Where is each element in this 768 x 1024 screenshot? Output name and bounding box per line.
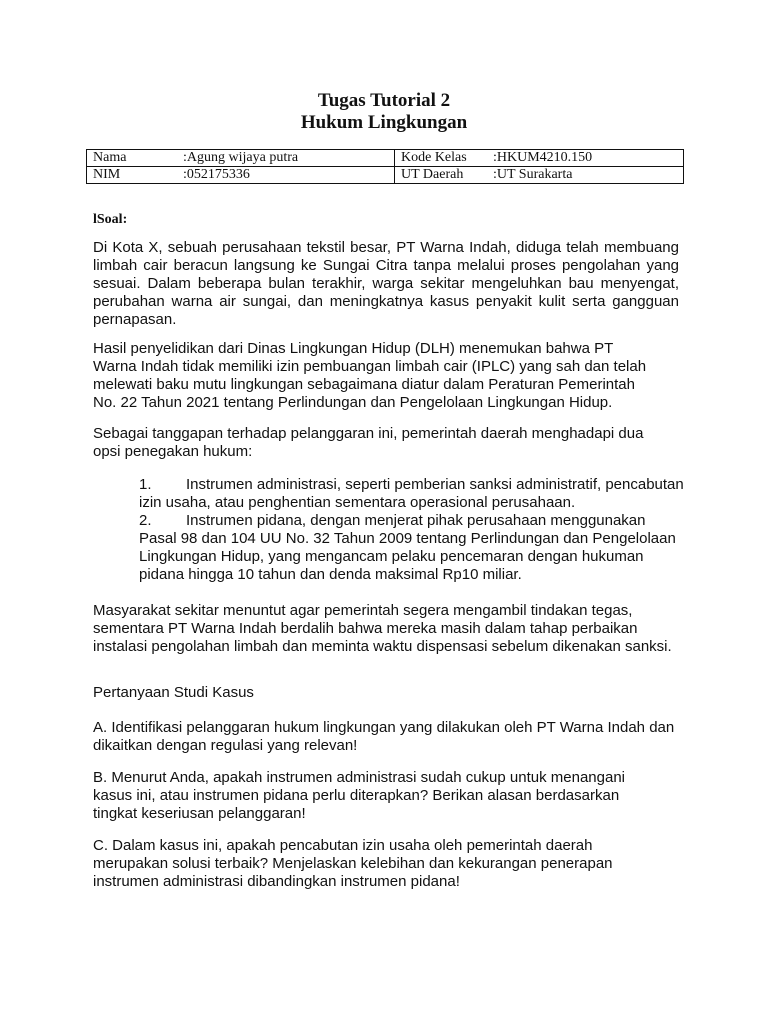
ut-region-label: UT Daerah xyxy=(401,167,464,182)
question-b: B. Menurut Anda, apakah instrumen administrasi sudah cukup untuk menangani kasus ini, atau instrumen pidana perlu diterapkan? Berikan alasan berdasarkan tingkat keseriusan pelanggaran! xyxy=(93,769,625,822)
nim-value: :052175336 xyxy=(183,167,250,182)
table-cell xyxy=(87,167,395,184)
table-cell xyxy=(87,150,395,167)
document-title: Tugas Tutorial 2 xyxy=(317,90,451,111)
table-row xyxy=(87,150,684,167)
question-c: C. Dalam kasus ini, apakah pencabutan izin usaha oleh pemerintah daerah merupakan solusi terbaik? Menjelaskan kelebihan dan kekurangan penerapan instrumen administrasi dibandingkan instrumen pidana! xyxy=(93,837,613,890)
soal-paragraph-2: Hasil penyelidikan dari Dinas Lingkungan Hidup (DLH) menemukan bahwa PT Warna Indah tidak memiliki izin pembuangan limbah cair (IPLC) yang sah dan telah melewati baku mutu lingkungan sebagaimana diatur dalam Peraturan Pemerintah No. 22 Tahun 2021 tentang Perlindungan dan Pengelolaan Lingkungan Hidup. xyxy=(93,340,647,411)
soal-paragraph-4: Masyarakat sekitar menuntut agar pemerintah segera mengambil tindakan tegas, sementara PT Warna Indah berdalih bahwa mereka masih dalam tahap perbaikan instalasi pengolahan limbah dan meminta waktu dispensasi sebelum dikenakan sanksi. xyxy=(93,602,672,655)
list-item xyxy=(139,476,684,512)
nim-label: NIM xyxy=(93,167,121,182)
table-row xyxy=(87,167,684,184)
name-label: Nama xyxy=(93,150,127,165)
list-number: 1. xyxy=(139,476,152,493)
questions-heading: Pertanyaan Studi Kasus xyxy=(93,684,254,701)
class-code-label: Kode Kelas xyxy=(401,150,467,165)
soal-paragraph-3: Sebagai tanggapan terhadap pelanggaran ini, pemerintah daerah menghadapi dua opsi penegakan hukum: xyxy=(93,425,644,460)
ut-region-value: :UT Surakarta xyxy=(493,167,573,182)
list-number: 2. xyxy=(139,512,152,529)
document-subtitle: Hukum Lingkungan xyxy=(300,112,468,133)
class-code-value: :HKUM4210.150 xyxy=(493,150,593,165)
table-cell xyxy=(395,167,684,184)
name-value: :Agung wijaya putra xyxy=(183,150,299,165)
list-text: Instrumen administrasi, seperti pemberian sanksi administratif, pencabutan izin usaha, atau penghentian sementara operasional perusahaan. xyxy=(139,476,684,511)
soal-paragraph-1: Di Kota X, sebuah perusahaan tekstil besar, PT Warna Indah, diduga telah membuang limbah cair beracun langsung ke Sungai Citra tanpa melalui proses pengolahan yang sesuai. Dalam beberapa bulan terakhir, warga sekitar mengeluhkan bau menyengat, perubahan warna air sungai, dan meningkatnya kasus penyakit kulit serta gangguan pernapasan. xyxy=(93,239,679,328)
student-info-table xyxy=(86,149,684,184)
table-cell xyxy=(395,150,684,167)
soal-label: lSoal: xyxy=(93,212,128,227)
list-item xyxy=(139,512,684,584)
list-text: Instrumen pidana, dengan menjerat pihak perusahaan menggunakan Pasal 98 dan 104 UU No. 32 Tahun 2009 tentang Perlindungan dan Pengelolaan Lingkungan Hidup, yang mengancam pelaku pencemaran dengan hukuman pidana hingga 10 tahun dan denda maksimal Rp10 miliar. xyxy=(139,512,676,583)
question-a: A. Identifikasi pelanggaran hukum lingkungan yang dilakukan oleh PT Warna Indah dan dikaitkan dengan regulasi yang relevan! xyxy=(93,719,675,754)
